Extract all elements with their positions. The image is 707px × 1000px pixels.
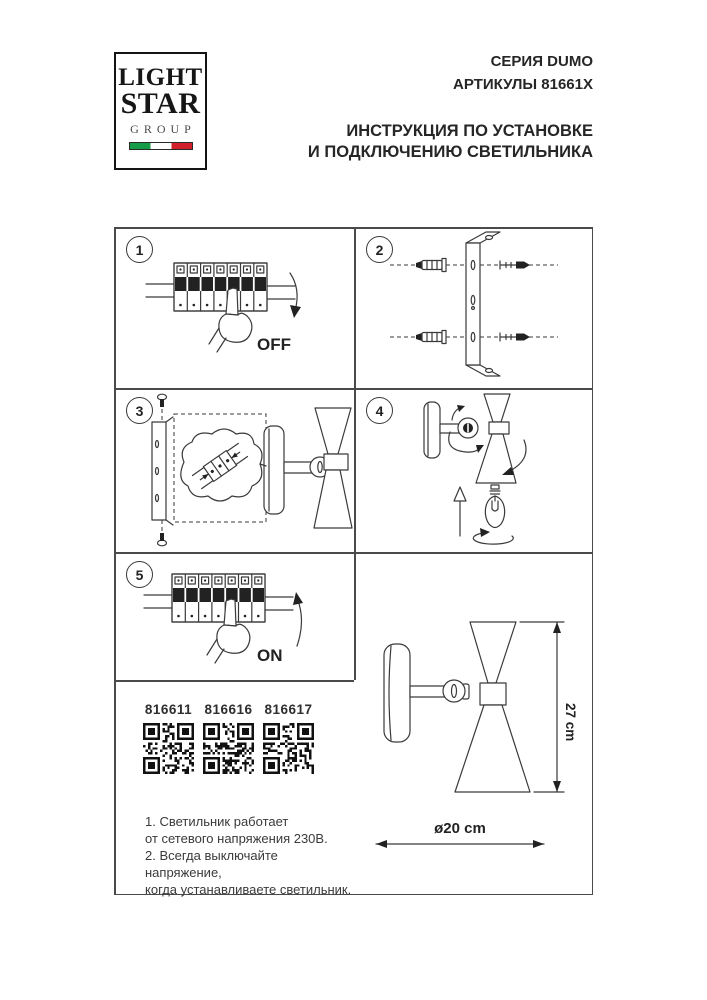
breaker-off-drawing bbox=[114, 227, 354, 388]
off-label: OFF bbox=[257, 335, 291, 354]
step-1-number: 1 bbox=[126, 236, 153, 263]
safety-notes bbox=[145, 813, 354, 898]
article-number: 816617 bbox=[264, 702, 313, 717]
step-2-panel bbox=[354, 227, 593, 388]
dimensions-panel bbox=[354, 552, 593, 895]
article-816616 bbox=[203, 702, 254, 774]
diameter-dimension-label: ø20 cm bbox=[434, 820, 486, 837]
qr-code-row bbox=[143, 702, 314, 774]
note-line-4: когда устанавливаете светильник. bbox=[145, 882, 352, 897]
note-line-3: 2. Всегда выключайте напряжение, bbox=[145, 848, 278, 880]
logo-word-group: GROUP bbox=[130, 122, 196, 136]
lightstar-logo bbox=[114, 52, 207, 170]
article-816617 bbox=[263, 702, 314, 774]
articles-panel bbox=[114, 680, 354, 895]
articles-label: АРТИКУЛЫ 81661X bbox=[453, 76, 593, 93]
article-816611 bbox=[143, 702, 194, 774]
series-label: СЕРИЯ DUMO bbox=[490, 53, 593, 70]
step-4-number: 4 bbox=[366, 397, 393, 424]
header-text bbox=[308, 53, 593, 163]
step-5-number: 5 bbox=[126, 561, 153, 588]
title-line-2: И ПОДКЛЮЧЕНИЮ СВЕТИЛЬНИКА bbox=[307, 143, 593, 161]
note-line-2: от сетевого напряжения 230В. bbox=[145, 831, 328, 846]
italian-flag-bar bbox=[129, 142, 193, 150]
article-number: 816616 bbox=[204, 702, 253, 717]
step-1-panel bbox=[114, 227, 354, 388]
bracket-mounting-drawing bbox=[354, 227, 593, 388]
note-line-1: 1. Светильник работает bbox=[145, 814, 289, 829]
dimension-drawing bbox=[354, 552, 593, 895]
instruction-grid bbox=[114, 227, 593, 895]
step-4-panel bbox=[354, 388, 593, 552]
logo-word-star: STAR bbox=[120, 87, 201, 120]
qr-code-816617 bbox=[263, 723, 314, 774]
qr-code-816616 bbox=[203, 723, 254, 774]
logo-word-light: LIGHT bbox=[118, 64, 203, 91]
step-3-number: 3 bbox=[126, 397, 153, 424]
wiring-drawing bbox=[114, 388, 354, 552]
step-2-number: 2 bbox=[366, 236, 393, 263]
title-line-1: ИНСТРУКЦИЯ ПО УСТАНОВКЕ bbox=[346, 122, 593, 140]
step-3-panel bbox=[114, 388, 354, 552]
on-label: ON bbox=[257, 646, 283, 665]
article-number: 816611 bbox=[144, 702, 193, 717]
step-5-panel bbox=[114, 552, 354, 680]
breaker-on-drawing bbox=[114, 552, 354, 680]
assembly-drawing bbox=[354, 388, 593, 552]
qr-code-816611 bbox=[143, 723, 194, 774]
page-title bbox=[308, 121, 593, 163]
height-dimension-label: 27 cm bbox=[563, 703, 578, 742]
